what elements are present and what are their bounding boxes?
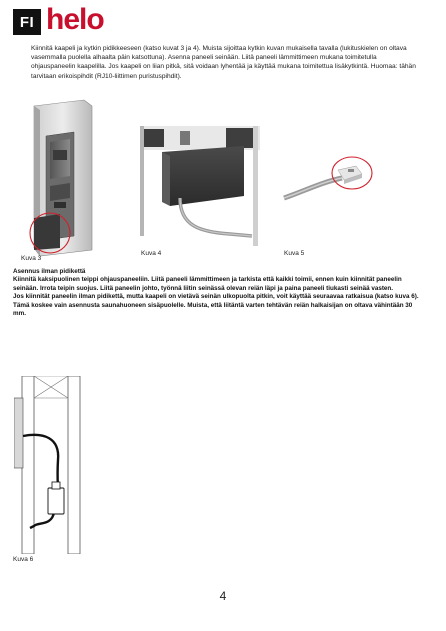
brand-logo: helo <box>46 3 104 36</box>
section-paragraph-2: Jos kiinnität paneelin ilman pidikettä, mutta kaapeli on vietävä seinän ulkopuolta pitkin, voit käyttää seuraavaa ratkaisua (katso kuva 6). Tämä koskee vain asennusta saunahuoneen sisäpuolelle. Muista, että liitäntä varten tehtävän reiän halkaisijan on oltava vähintään 30 mm. <box>13 293 419 318</box>
figure-5-label: Kuva 5 <box>284 250 305 257</box>
section-paragraph-1: Kiinnitä kaksipuolinen teippi ohjauspaneeliin. Liitä paneeli lämmittimeen ja tarkista että kaikki toimii, ennen kuin kiinnität paneelin seinään. Irrota teipin suojus. Liitä paneelin johto, työnnä liitin seinässä olevan reiän läpi ja paina paneeli tiukasti seinää vasten. <box>13 276 402 292</box>
figure-4-illustration <box>140 126 260 250</box>
figure-5-illustration <box>282 150 382 210</box>
installation-section <box>13 268 423 318</box>
page-number: 4 <box>219 589 227 603</box>
intro-paragraph: Kiinnitä kaapeli ja kytkin pidikkeeseen (katso kuvat 3 ja 4). Muista sijoittaa kytkin kuvan mukaisella tavalla (lukituskielen on oltava vasemmalla puolella alhaalta päin katsottuna). Asenna paneeli seinään. Liitä paneeli lämmittimeen mukana toimitetulla ohjauspaneelin kaapelilla. Jos kaapeli on liian pitkä, sitä voidaan lyhentää ja käyttää mukana toimitettua lisäkytkintä. Huomaa: tähän tarvitaan erikoispihdit (RJ10-liittimen puristuspihdit). <box>31 45 416 80</box>
page-header <box>13 3 104 36</box>
language-badge: FI <box>13 9 41 35</box>
section-title: Asennus ilman pidikettä <box>13 268 86 275</box>
figure-3-label: Kuva 3 <box>21 255 42 262</box>
figure-4-label: Kuva 4 <box>141 250 162 257</box>
figure-3-illustration <box>20 98 106 258</box>
figure-6-label: Kuva 6 <box>13 556 34 563</box>
figure-6-illustration <box>14 376 94 554</box>
